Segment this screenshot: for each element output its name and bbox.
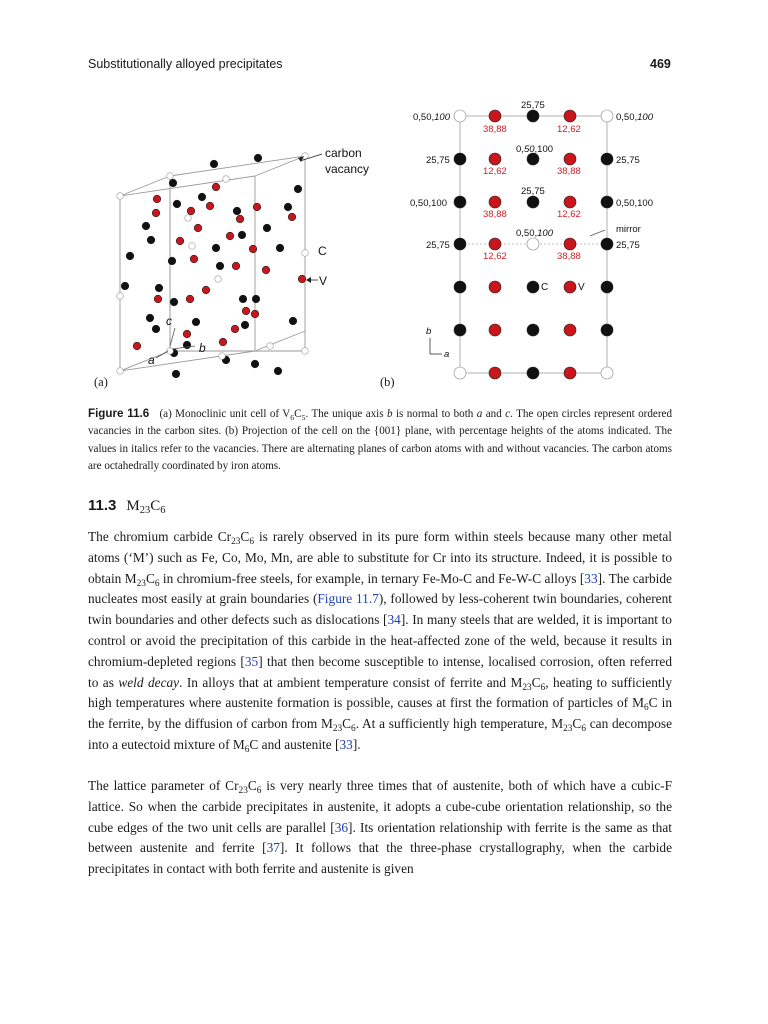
- running-head: Substitutionally alloyed precipitates: [88, 57, 283, 71]
- vacancy-site: [454, 367, 466, 379]
- vacancy-site: [601, 367, 613, 379]
- vacancy-site: [223, 176, 230, 183]
- carbon-atom: [155, 284, 163, 292]
- iron-atom: [206, 202, 214, 210]
- carbon-atom: [454, 153, 466, 165]
- citation-link[interactable]: 37: [266, 840, 280, 856]
- vacancy-site: [302, 348, 309, 355]
- section-number: 11.3: [88, 497, 117, 514]
- arrowhead-icon: [306, 277, 311, 283]
- paragraph-1: The chromium carbide $Cr_{23}C_6$ is rarely observed in its pure form within steels because many other metal atoms (‘M’) such as Fe, Co, Mo, Mn, are able to substitute for Cr into its structure. Indeed, it is possible to obtain $M_{23}C_6$ in chromium-free steels, for example, in ternary Fe-Mo-C and Fe-W-C alloys [33]. The carbide nucleates most easily at grain boundaries (Figure 11.7), followed by less-coherent twin boundaries, coherent twin boundaries and other defects such as dislocations [34]. In many steels that are welded, it is important to control or avoid the precipitation of this carbide in the heat-affected zone of the weld, because it results in chromium-depleted regions [35] that then become susceptible to intense, localised corrosion, often referred to as weld decay. In alloys that at ambient temperature consist of ferrite and $M_{23}C_6$, heating to sufficiently high temperatures where austenite formation is possible, causes at first the formation of particles of $M_6C$ in the ferrite, by the diffusion of carbon from $M_{23}C_6$. At a sufficiently high temperature, $M_{23}C_6$ can decompose into a eutectoid mixture of $M_6C$ and austenite [33].: [88, 529, 673, 755]
- carbon-atom: [152, 325, 160, 333]
- carbon-atom: [233, 207, 241, 215]
- carbon-atom: [284, 203, 292, 211]
- carbon-atom: [146, 314, 154, 322]
- height-label: 25,75: [616, 240, 640, 251]
- iron-atom: [249, 245, 257, 253]
- iron-atom: [176, 237, 184, 245]
- iron-atom: [564, 324, 576, 336]
- carbon-atom: [274, 367, 282, 375]
- citation-link[interactable]: 34: [387, 612, 401, 628]
- carbon-atom: [527, 324, 539, 336]
- section-title: $M_{23}C_6$: [126, 498, 166, 516]
- paragraph-2: The lattice parameter of $Cr_{23}C_6$ is very nearly three times that of austenite, both of which have a cubic-F lattice. So when the carbide precipitates in austenite, it adopts a cube-cube orientation relationship, so the cube edges of the two unit cells are parallel [36]. Its orientation relationship with ferrite is the same as that between austenite and ferrite [37]. It follows that the three-phase crystallography, when the carbide precipitates in contact with both ferrite and austenite is given: [88, 778, 672, 877]
- vacancy-site: [117, 368, 124, 375]
- iron-atom: [489, 324, 501, 336]
- vacancy-site: [267, 343, 274, 350]
- height-text: 0,: [516, 144, 524, 155]
- figure-11-6: [80, 96, 690, 396]
- iron-atom: [219, 338, 227, 346]
- carbon-atom: [601, 238, 613, 250]
- carbon-atom: [527, 110, 539, 122]
- carbon-atom: [216, 262, 224, 270]
- axis-b-label: b: [199, 341, 206, 355]
- carbon-atom: [169, 179, 177, 187]
- axis-a-line: [156, 351, 168, 358]
- height-label-vacancy: [413, 112, 451, 123]
- iron-atom: [564, 153, 576, 165]
- citation-link[interactable]: 35: [244, 653, 259, 669]
- height-text-italic: 100: [637, 112, 653, 123]
- vacancy-site: [185, 215, 192, 222]
- carbon-atom: [168, 257, 176, 265]
- mirror-label: mirror: [616, 224, 641, 235]
- panel-b-projection: [410, 100, 654, 379]
- height-label: 25,75: [426, 155, 450, 166]
- iron-atom: [564, 196, 576, 208]
- height-label: 25,75: [616, 155, 640, 166]
- carbon-atom: [263, 224, 271, 232]
- cell-edge-back-top: [120, 176, 255, 196]
- height-text-italic: 100: [434, 112, 450, 123]
- height-label-red: 38,88: [557, 166, 581, 177]
- carbon-atom: [601, 196, 613, 208]
- carbon-atom: [454, 196, 466, 208]
- height-label: 0,50,100: [616, 198, 653, 209]
- panel-a-atoms: [117, 153, 309, 378]
- iron-atom: [564, 238, 576, 250]
- carbon-atom: [241, 321, 249, 329]
- legend-c-label: C: [541, 282, 549, 293]
- carbon-atom: [172, 370, 180, 378]
- vacancy-site: [601, 110, 613, 122]
- carbon-atom: [527, 196, 539, 208]
- panel-a-label: (a): [94, 375, 108, 389]
- carbon-atom: [198, 193, 206, 201]
- height-text: 0,50,: [616, 112, 638, 123]
- vacancy-site: [167, 173, 174, 180]
- iron-atom: [186, 295, 194, 303]
- iron-atom: [251, 310, 259, 318]
- axis-a-label: a: [444, 349, 450, 360]
- page-number: 469: [650, 57, 671, 71]
- height-label: 25,75: [521, 100, 545, 111]
- iron-atom: [154, 295, 162, 303]
- height-text: 0,50,: [413, 112, 435, 123]
- carbon-atom: [239, 295, 247, 303]
- citation-link[interactable]: 33: [339, 736, 353, 752]
- annotation-carbon: carbon: [325, 146, 362, 160]
- height-label-red: 38,88: [557, 251, 581, 262]
- carbon-atom: [454, 281, 466, 293]
- carbon-atom: [238, 231, 246, 239]
- iron-atom: [232, 262, 240, 270]
- cell-face-left: [120, 176, 170, 371]
- iron-atom: [231, 325, 239, 333]
- carbon-atom: [276, 244, 284, 252]
- carbon-atom: [601, 153, 613, 165]
- caption-label: Figure 11.6: [88, 407, 150, 420]
- carbon-atom: [254, 154, 262, 162]
- carbon-atom: [454, 238, 466, 250]
- carbon-atom: [210, 160, 218, 168]
- carbon-atom: [142, 222, 150, 230]
- annotation-vacancy: vacancy: [325, 162, 370, 176]
- iron-atom: [564, 110, 576, 122]
- iron-atom: [489, 110, 501, 122]
- height-label-red: 12,62: [557, 124, 581, 135]
- vacancy-site: [454, 110, 466, 122]
- figure-caption: Figure 11.6 (a) Monoclinic unit cell of $V_6C_5$. The unique axis b is normal to both a and c. The open circles represent ordered vacancies in the carbon sites. (b) Projection of the cell on the {001} plane, with percentage heights of the atoms indicated. The values in italics refer to the vacancies. There are alternating planes of carbon atoms with and without vacancies. The carbon atoms are octahedrally coordinated by iron atoms.: [88, 407, 672, 472]
- iron-atom: [564, 281, 576, 293]
- carbon-atom: [527, 367, 539, 379]
- iron-atom: [253, 203, 261, 211]
- height-text-italic: 50: [523, 144, 535, 155]
- axis-a-label: a: [148, 353, 155, 367]
- carbon-atom: [121, 282, 129, 290]
- section-heading: [88, 497, 165, 515]
- vacancy-site: [219, 353, 226, 360]
- height-label-red: 38,88: [483, 124, 507, 135]
- figure-drawing: [80, 96, 690, 396]
- height-label: 25,75: [426, 240, 450, 251]
- height-text-italic: 100: [537, 228, 553, 239]
- vacancy-site: [302, 250, 309, 257]
- carbon-atom: [527, 281, 539, 293]
- iron-atom: [489, 196, 501, 208]
- iron-atom: [183, 330, 191, 338]
- iron-atom: [187, 207, 195, 215]
- height-label-vacancy: [516, 144, 553, 155]
- legend-c-label: C: [318, 244, 327, 258]
- carbon-atom: [126, 252, 134, 260]
- vacancy-site: [117, 193, 124, 200]
- carbon-atom: [294, 185, 302, 193]
- iron-atom: [153, 195, 161, 203]
- carbon-atom: [289, 317, 297, 325]
- height-label-red: 12,62: [557, 209, 581, 220]
- iron-atom: [489, 238, 501, 250]
- carbon-atom: [454, 324, 466, 336]
- cell-edge-bottom-right: [255, 331, 305, 351]
- iron-atom: [133, 342, 141, 350]
- iron-atom: [212, 183, 220, 191]
- iron-atom: [489, 281, 501, 293]
- iron-atom: [298, 275, 306, 283]
- carbon-atom: [252, 295, 260, 303]
- axis-c-line: [170, 328, 175, 346]
- iron-atom: [152, 209, 160, 217]
- carbon-atom: [192, 318, 200, 326]
- iron-atom: [242, 307, 250, 315]
- citation-link[interactable]: 33: [584, 570, 598, 586]
- carbon-atom: [601, 324, 613, 336]
- height-label-red: 38,88: [483, 209, 507, 220]
- height-label-red: 12,62: [483, 166, 507, 177]
- height-label: 25,75: [521, 186, 545, 197]
- citation-link[interactable]: 36: [334, 819, 349, 835]
- axis-b-label: b: [426, 326, 432, 337]
- carbon-atom: [170, 298, 178, 306]
- iron-atom: [236, 215, 244, 223]
- height-label: 0,50,100: [410, 198, 447, 209]
- iron-atom: [489, 153, 501, 165]
- carbon-atom: [251, 360, 259, 368]
- iron-atom: [194, 224, 202, 232]
- height-label-vacancy: [516, 228, 554, 239]
- iron-atom: [288, 213, 296, 221]
- iron-atom: [190, 255, 198, 263]
- carbon-atom: [173, 200, 181, 208]
- cell-edge-top-right: [255, 156, 305, 176]
- iron-atom: [202, 286, 210, 294]
- height-label-red: 12,62: [483, 251, 507, 262]
- vacancy-site: [215, 276, 222, 283]
- vacancy-site: [527, 238, 539, 250]
- panel-b-label: (b): [380, 375, 395, 389]
- iron-atom: [564, 367, 576, 379]
- legend-v-label: V: [319, 274, 328, 288]
- legend-v-label: V: [578, 282, 585, 293]
- axis-c-label: c: [166, 314, 172, 328]
- height-text: 0,50,: [516, 228, 538, 239]
- vacancy-site: [189, 243, 196, 250]
- carbon-atom: [147, 236, 155, 244]
- height-text: ,100: [534, 144, 554, 155]
- mirror-pointer: [590, 230, 605, 236]
- height-label-vacancy: [616, 112, 654, 123]
- carbon-atom: [212, 244, 220, 252]
- iron-atom: [262, 266, 270, 274]
- vacancy-site: [117, 293, 124, 300]
- carbon-atom: [601, 281, 613, 293]
- figure-link[interactable]: Figure 11.7: [317, 591, 379, 607]
- iron-atom: [489, 367, 501, 379]
- cell-edge-bottom-back: [120, 351, 255, 371]
- iron-atom: [226, 232, 234, 240]
